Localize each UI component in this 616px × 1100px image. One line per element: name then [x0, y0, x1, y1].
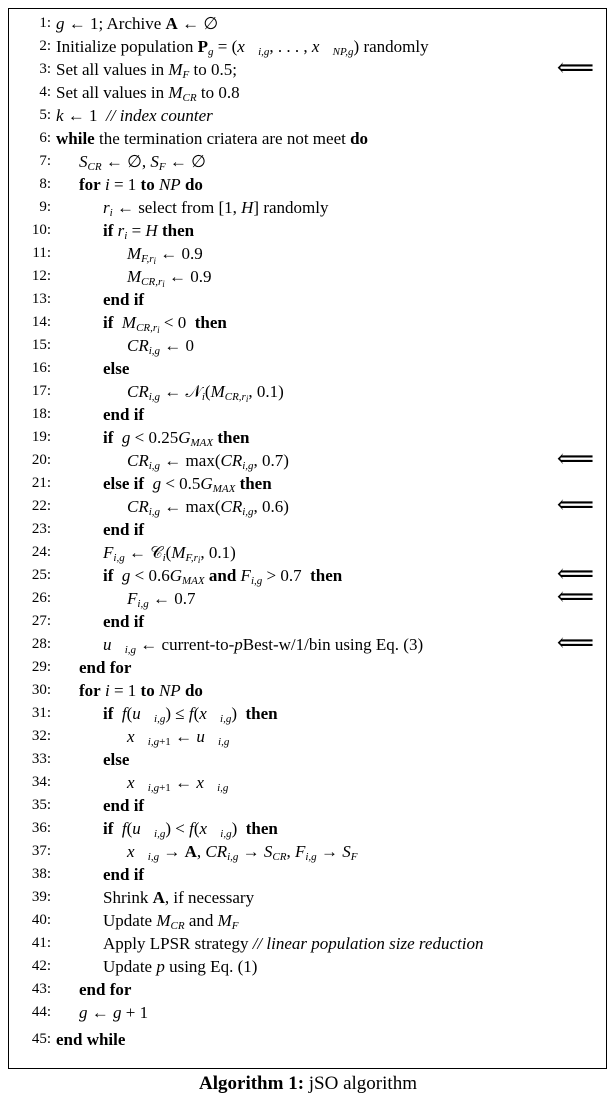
algorithm-line: 28: $u⃗_{i,g}$ ← current-to-pBest-w/1/bin using Eq. (3) ⟸ — [31, 628, 594, 658]
algorithm-line: 38: end if — [31, 865, 145, 884]
modification-marker-icon: ⟸ — [556, 444, 594, 474]
algorithm-line: 35: end if — [31, 796, 145, 815]
algorithm-line: 8: for i = 1 to NP do — [39, 175, 203, 194]
algorithm-line: 27: end if — [31, 612, 145, 631]
algorithm-line: 29: end for — [31, 658, 132, 677]
algorithm-line: 26: $F_{i,g}$ ← 0.7 ⟸ — [31, 582, 594, 612]
algorithm-line: 45: end while — [31, 1030, 126, 1049]
algorithm-line: 16: else — [31, 359, 130, 378]
modification-marker-icon: ⟸ — [556, 559, 594, 589]
algorithm-line: 43: end for — [31, 980, 132, 999]
algorithm-line: 42: Update p using Eq. (1) — [31, 957, 258, 976]
algorithm-line: 36: if $f(u⃗_{i,g})$ < $f(x⃗_{i,g})$ then — [31, 819, 278, 840]
modification-marker-icon: ⟸ — [556, 628, 594, 658]
algorithm-line: 14: if $M_{CR,r_i} < 0$ then — [31, 313, 227, 335]
modification-marker-icon: ⟸ — [556, 53, 594, 83]
algorithm-box — [8, 8, 607, 1069]
algorithm-line: 18: end if — [31, 405, 145, 424]
algorithm-line: 31: if $f(u⃗_{i,g})$ ≤ $f(x⃗_{i,g})$ then — [31, 704, 278, 725]
algorithm-line: 11: $M_{F,r_i}$ ← 0.9 — [32, 244, 203, 266]
modification-marker-icon: ⟸ — [556, 490, 594, 520]
algorithm-line: 40: Update $M_{CR}$ and $M_F$ — [31, 911, 239, 932]
algorithm-line: 10: if $r_i = H$ then — [31, 221, 195, 242]
algorithm-line: 20: $CR_{i,g}$ ← $\max(CR_{i,g}$, 0.7) ⟸ — [31, 444, 594, 474]
algorithm-line: 15: $CR_{i,g}$ ← 0 — [31, 336, 195, 357]
algorithm-line: 21: else if $g < 0.5G_{MAX}$ then — [31, 474, 272, 495]
algorithm-line: 32: $x⃗_{i,g+1}$ ← $u⃗_{i,g}$ — [31, 727, 230, 748]
algorithm-caption — [0, 1072, 616, 1096]
algorithm-line: 23: end if — [31, 520, 145, 539]
algorithm-line: 39: Shrink A, if necessary — [31, 888, 255, 907]
caption-title: jSO algorithm — [308, 1073, 417, 1094]
caption-label: Algorithm 1: — [199, 1073, 305, 1094]
algorithm-line: 34: $x⃗_{i,g+1}$ ← $x⃗_{i,g}$ — [31, 773, 229, 794]
algorithm-line: 44: g ← g + 1 — [31, 1003, 149, 1022]
algorithm-line: 17: $CR_{i,g}$ ← $𝒩_i(M_{CR,r_i}$, 0.1) — [31, 382, 284, 404]
modification-marker-icon: ⟸ — [556, 582, 594, 612]
algorithm-line: 4: Set all values in $M_{CR}$ to 0.8 — [39, 83, 240, 104]
algorithm-line: 41: Apply LPSR strategy // linear population size reduction — [31, 934, 484, 953]
algorithm-line: 9: $r_i$ ← select from [1, H] randomly — [39, 198, 329, 219]
algorithm-line: 1: g ← 1; Archive A ← ∅ — [39, 14, 219, 33]
algorithm-line: 24: $F_{i,g}$ ← $𝒞_i(M_{F,r_i}$, 0.1) — [31, 543, 236, 565]
algorithm-line: 5: k ← 1 // index counter — [39, 106, 213, 125]
algorithm-line: 6: while the termination criatera are not meet do — [39, 129, 369, 148]
algorithm-line: 30: for i = 1 to NP do — [31, 681, 203, 700]
algorithm-line: 3: Set all values in $M_F$ to 0.5; ⟸ — [39, 53, 594, 83]
algorithm-line: 12: $M_{CR,r_i}$ ← 0.9 — [31, 267, 212, 289]
algorithm-line: 22: $CR_{i,g}$ ← $\max(CR_{i,g}$, 0.6) ⟸ — [31, 490, 594, 520]
algorithm-line: 2: Initialize population $P_g$ = ($x⃗_{i,g}$, . . . , $x⃗_{NP,g}$) randomly — [39, 37, 429, 58]
algorithm-line: 13: end if — [31, 290, 145, 309]
algorithm-line: 37: $x⃗_{i,g} \to A$, $CR_{i,g} \to S_{CR}$, $F_{i,g} \to S_F$ — [31, 842, 358, 863]
algorithm-line: 7: $S_{CR}$ ← ∅, $S_F$ ← ∅ — [39, 152, 206, 173]
algorithm-line: 19: if $g < 0.25G_{MAX}$ then — [31, 428, 250, 449]
algorithm-line: 33: else — [31, 750, 130, 769]
algorithm-line: 25: if $g < 0.6G_{MAX}$ and $F_{i,g} > 0.7$ then ⟸ — [31, 559, 594, 589]
